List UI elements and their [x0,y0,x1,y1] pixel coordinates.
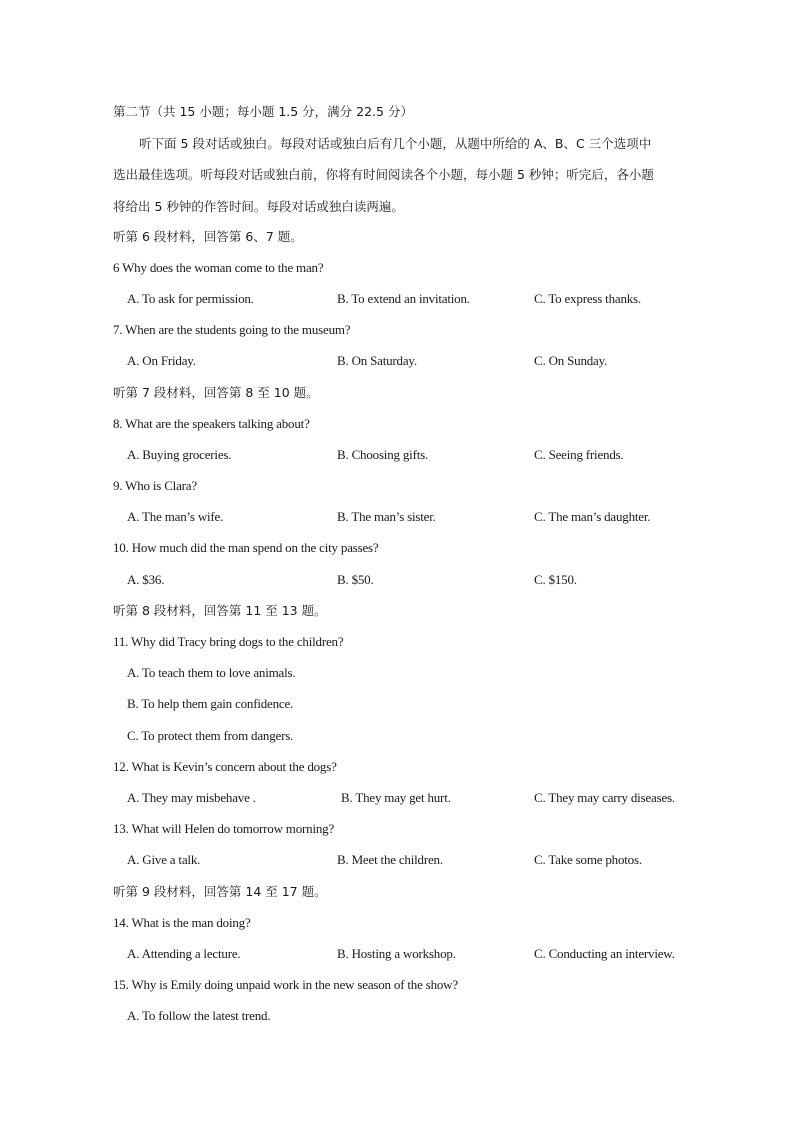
question-6-option-a[interactable]: A. To ask for permission. [127,291,254,306]
question-9-option-b[interactable]: B. The man’s sister. [337,509,436,524]
question-9-stem: 9. Who is Clara? [113,478,197,493]
question-8-option-c[interactable]: C. Seeing friends. [534,447,624,462]
question-11-option-c[interactable]: C. To protect them from dangers. [127,728,294,743]
question-7-stem: 7. When are the students going to the museum? [113,322,351,337]
question-10-option-b[interactable]: B. $50. [337,572,374,587]
question-14-option-c[interactable]: C. Conducting an interview. [534,946,675,961]
question-7-option-a[interactable]: A. On Friday. [127,353,196,368]
section-instructions [113,128,713,222]
instruction-line-1: 听下面 5 段对话或独白。每段对话或独白后有几个小题，从题中所给的 A、B、C 三个选项中 [139,136,652,151]
group-heading-9: 听第 9 段材料，回答第 14 至 17 题。 [113,884,327,899]
question-8-option-b[interactable]: B. Choosing gifts. [337,447,429,462]
section-header: 第二节（共 15 小题；每小题 1.5 分，满分 22.5 分） [113,104,413,119]
question-9-option-a[interactable]: A. The man’s wife. [127,509,224,524]
group-heading-6: 听第 6 段材料，回答第 6、7 题。 [113,229,303,244]
question-14-option-a[interactable]: A. Attending a lecture. [127,946,241,961]
question-9-option-c[interactable]: C. The man’s daughter. [534,509,651,524]
question-12-option-c[interactable]: C. They may carry diseases. [534,790,675,805]
question-14-option-b[interactable]: B. Hosting a workshop. [337,946,456,961]
question-13-option-b[interactable]: B. Meet the children. [337,852,443,867]
question-13-option-a[interactable]: A. Give a talk. [127,852,201,867]
question-12-option-b[interactable]: B. They may get hurt. [341,790,451,805]
question-13-stem: 13. What will Helen do tomorrow morning? [113,821,335,836]
instruction-line-2: 选出最佳选项。听每段对话或独白前，你将有时间阅读各个小题，每小题 5 秒钟；听完后，各小题 [113,167,654,183]
question-8-stem: 8. What are the speakers talking about? [113,416,310,431]
question-15-stem: 15. Why is Emily doing unpaid work in the new season of the show? [113,977,458,992]
question-12-stem: 12. What is Kevin’s concern about the dogs? [113,759,337,774]
question-14-stem: 14. What is the man doing? [113,915,251,930]
question-11-option-b[interactable]: B. To help them gain confidence. [127,696,294,711]
instruction-line-3: 将给出 5 秒钟的作答时间。每段对话或独白读两遍。 [113,198,404,214]
group-heading-7: 听第 7 段材料，回答第 8 至 10 题。 [113,385,319,400]
question-11-stem: 11. Why did Tracy bring dogs to the children? [113,634,344,649]
question-15-option-a[interactable]: A. To follow the latest trend. [127,1008,271,1023]
question-13-option-c[interactable]: C. Take some photos. [534,852,642,867]
question-10-option-a[interactable]: A. $36. [127,572,165,587]
question-7-option-b[interactable]: B. On Saturday. [337,353,417,368]
group-heading-8: 听第 8 段材料，回答第 11 至 13 题。 [113,603,327,618]
question-8-option-a[interactable]: A. Buying groceries. [127,447,232,462]
question-12-option-a[interactable]: A. They may misbehave . [127,790,256,805]
question-6-stem: 6 Why does the woman come to the man? [113,260,324,275]
question-10-option-c[interactable]: C. $150. [534,572,577,587]
question-11-option-a[interactable]: A. To teach them to love animals. [127,665,296,680]
question-10-stem: 10. How much did the man spend on the city passes? [113,540,379,555]
question-6-option-c[interactable]: C. To express thanks. [534,291,641,306]
question-7-option-c[interactable]: C. On Sunday. [534,353,608,368]
question-6-option-b[interactable]: B. To extend an invitation. [337,291,470,306]
